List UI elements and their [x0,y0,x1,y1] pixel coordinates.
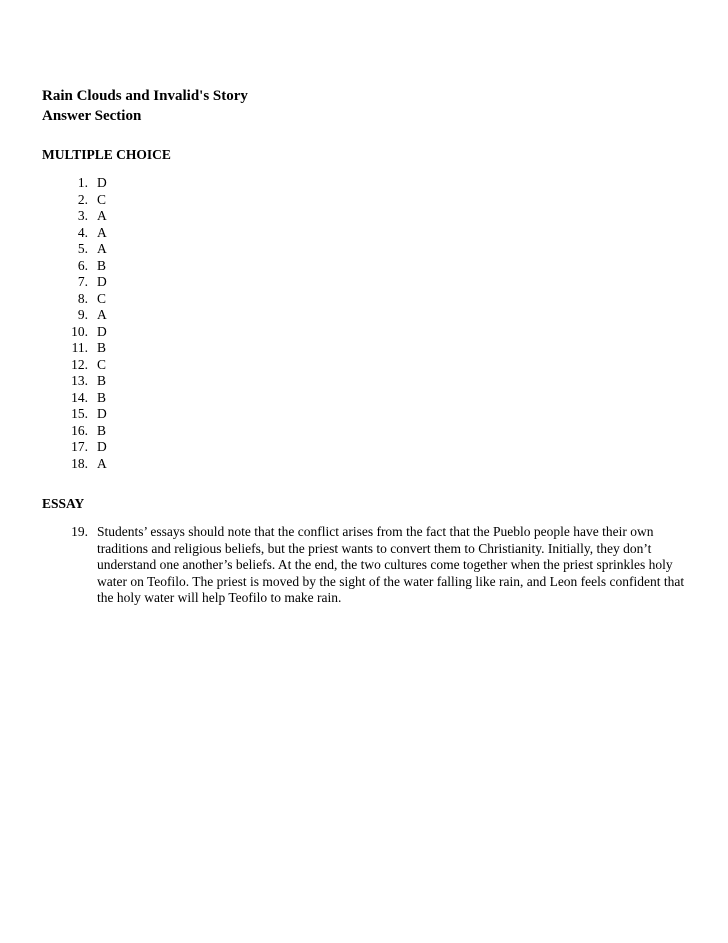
answer-letter: A [97,241,107,256]
answer-letter: A [97,307,107,322]
answer-letter: B [97,340,107,355]
answer-number: 3. [77,208,88,223]
answer-row [60,324,127,341]
answer-row [60,291,127,308]
essay-heading: ESSAY [42,496,85,511]
answer-row [60,406,127,423]
answer-number: 16. [71,422,88,438]
answer-row [60,258,127,275]
answer-letter: B [97,373,107,388]
answer-row [60,274,127,291]
title-block [42,86,248,126]
answer-row [60,241,127,258]
document-title: Rain Clouds and Invalid's Story [42,88,248,104]
answer-number: 15. [71,406,88,421]
answer-row [60,307,127,324]
answer-letter: A [97,208,107,223]
answer-number: 18. [71,455,88,471]
answer-letter: D [97,175,107,190]
answer-row [60,208,127,225]
answer-row [60,390,127,407]
answer-letter: A [97,224,107,240]
answer-row [60,373,127,390]
multiple-choice-heading: MULTIPLE CHOICE [42,147,171,162]
answer-row [60,357,127,374]
answer-letter: D [97,323,107,339]
answer-letter: C [97,356,107,372]
document-subtitle: Answer Section [42,108,142,124]
answer-number: 12. [71,356,88,372]
answer-number: 5. [77,241,88,256]
essay-item [60,524,685,607]
answer-number: 11. [71,340,88,355]
answer-row [60,423,127,440]
answer-letter: B [97,257,107,273]
answer-number: 17. [71,439,88,454]
answer-letter: D [97,406,107,421]
essay-number: 19. [71,524,88,539]
answer-number: 13. [71,373,88,388]
answer-letter: C [97,290,107,306]
essay-answer-text: Students’ essays should note that the conflict arises from the fact that the Pueblo people have their own traditions and religious beliefs, but the priest wants to convert them to Christianity. Initially, they don’t understand one another’s beliefs. At the end, the two cultures come together when the priest sprinkles holy water on Teofilo. The priest is moved by the sight of the water falling like rain, and Leon feels confident that the holy water will help Teofilo to make rain. [97,524,685,605]
answer-letter: D [97,274,107,289]
answer-number: 7. [77,274,88,289]
answer-letter: D [97,439,107,454]
answer-row [60,340,127,357]
answer-number: 9. [77,307,88,322]
answer-row [60,175,127,192]
answer-letter: B [97,389,107,405]
answer-letter: C [97,191,107,207]
answer-row [60,456,127,473]
answer-letter: B [97,422,107,438]
answer-number: 4. [77,224,88,240]
answer-number: 8. [77,290,88,306]
answer-number: 1. [77,175,88,190]
answer-list [60,175,127,472]
answer-row [60,439,127,456]
answer-letter: A [97,455,107,471]
answer-number: 14. [71,389,88,405]
answer-number: 10. [71,323,88,339]
answer-number: 2. [77,191,88,207]
answer-number: 6. [77,257,88,273]
answer-row [60,192,127,209]
answer-row [60,225,127,242]
